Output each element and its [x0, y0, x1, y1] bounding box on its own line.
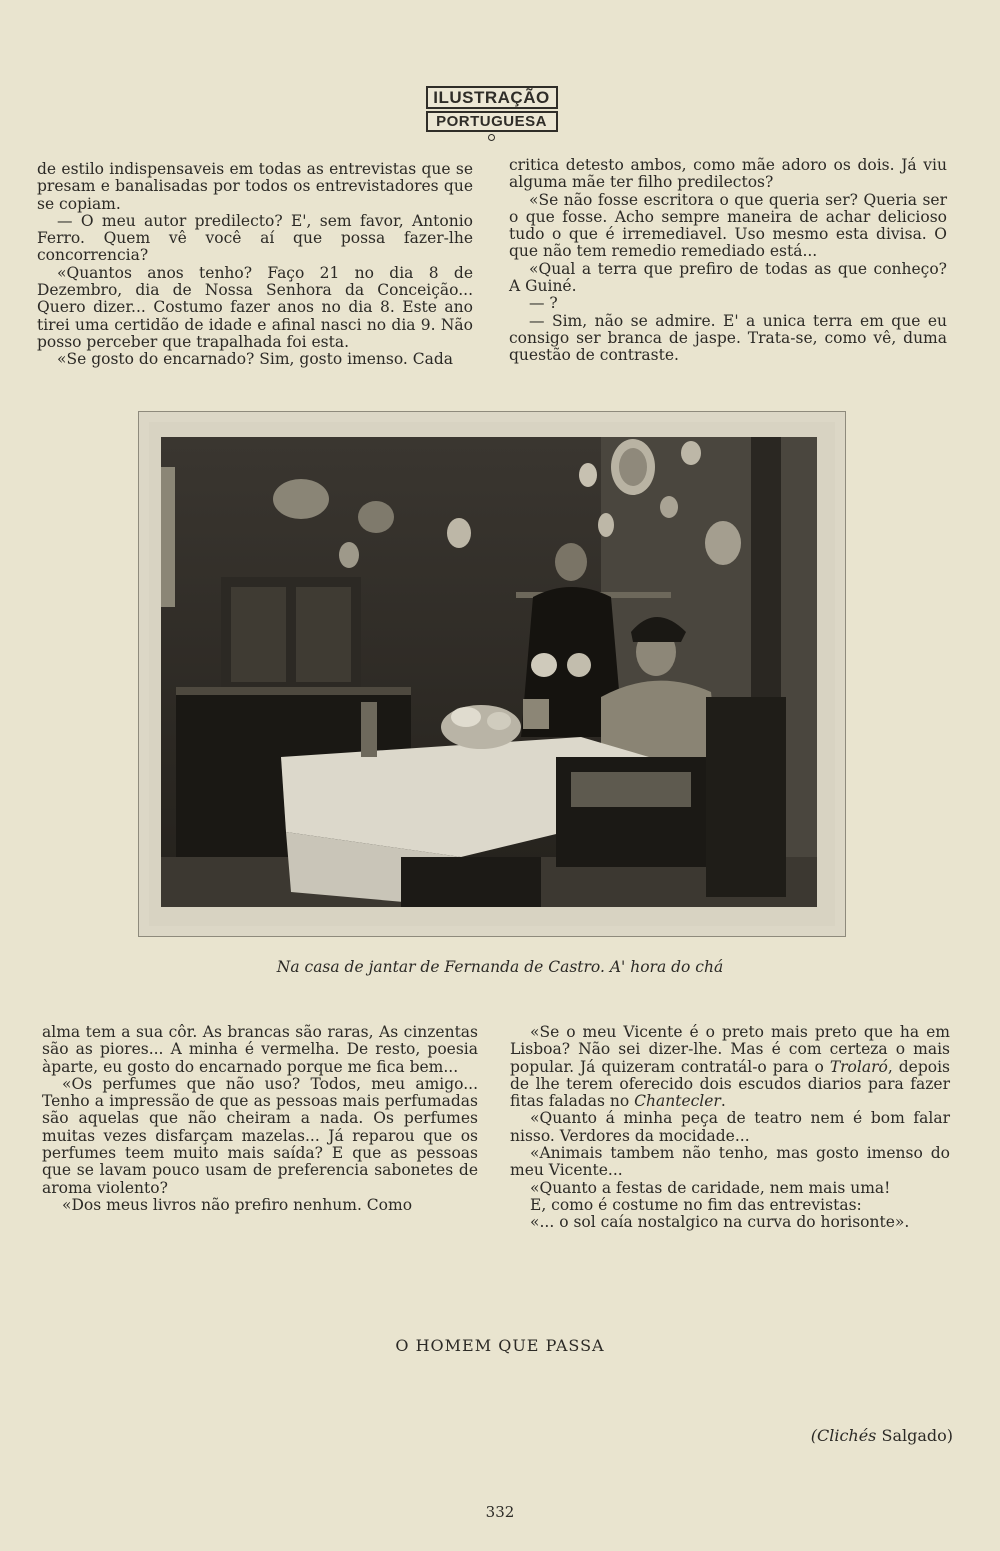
paragraph: «Se não fosse escritora o que queria ser? Queria ser o que fosse. Acho sempre maneira de achar delicioso tudo o que é irremediavel. Uso mesmo esta divisa. O que não tem remedio remediado está... [509, 190, 947, 261]
paragraph: «Se gosto do encarnado? Sim, gosto imenso. Cada [57, 350, 454, 369]
paragraph: — Sim, não se admire. E' a unica terra em que eu consigo ser branca de jaspe. Trata-se, como vê, duma questão de contraste. [509, 311, 947, 365]
paragraph: «Dos meus livros não prefiro nenhum. Como [62, 1195, 413, 1214]
text-run: . [720, 1092, 726, 1111]
paragraph: alma tem a sua côr. As brancas são raras, As cinzentas são as piores... A minha é vermelha. De resto, poesia àparte, eu gosto do encarnado porque me fica bem... [42, 1023, 478, 1076]
text-run: , depois de lhe terem oferecido dois escudos diarios para fazer fitas faladas no [510, 1057, 950, 1111]
column-bottom-right [510, 1024, 950, 1232]
masthead-ornament [488, 134, 495, 141]
paragraph: — O meu autor predilecto? E', sem favor, Antonio Ferro. Quem vê você aí que possa fazer-lhe concorrencia? [37, 211, 473, 265]
column-top-right [509, 157, 947, 365]
paragraph: «Quantos anos tenho? Faço 21 no dia 8 de Dezembro, dia de Nossa Senhora da Conceição... Quero dizer... Costumo fazer anos no dia 8. Este ano tirei uma certidão de idade e afinal nasci no dia 9. Não posso perceber que trapalhada foi esta. [37, 263, 473, 351]
masthead-logo [424, 86, 559, 134]
paragraph: «Os perfumes que não uso? Todos, meu amigo... Tenho a impressão de que as pessoas mais perfumadas são aquelas que não cheiram a nada. Os perfumes muitas vezes disfarçam mazelas... Já reparou que os perfumes teem muito mais saída? E que as pessoas que se lavam pouco usam de preferencia sabonetes de aroma violento? [42, 1074, 478, 1197]
masthead-line1: ILUSTRAÇÃO [426, 86, 558, 109]
paragraph: E, como é costume no fim das entrevistas: [530, 1195, 862, 1214]
paragraph: «Qual a terra que prefiro de todas as que conheço? A Guiné. [509, 259, 947, 296]
paragraph: — ? [529, 294, 558, 313]
paragraph-vicente [510, 1024, 950, 1110]
masthead-line2: PORTUGUESA [426, 111, 558, 132]
credit-name: Salgado) [876, 1426, 953, 1445]
italic-title-trolaro: Trolaró [829, 1057, 888, 1076]
photo-caption: Na casa de jantar de Fernanda de Castro. A' hora do chá [276, 958, 724, 976]
paragraph: de estilo indispensaveis em todas as entrevistas que se presam e banalisadas por todos os entrevistadores que se copiam. [37, 160, 473, 213]
paragraph: «Quanto á minha peça de teatro nem é bom falar nisso. Verdores da mocidade... [510, 1109, 950, 1145]
paragraph: «Quanto a festas de caridade, nem mais uma! [530, 1178, 891, 1197]
section-title: O HOMEM QUE PASSA [395, 1336, 605, 1355]
page-number: 332 [485, 1503, 515, 1521]
column-bottom-left [42, 1024, 478, 1214]
paragraph: critica detesto ambos, como mãe adoro os dois. Já viu alguma mãe ter filho predilectos? [509, 156, 947, 192]
column-top-left [37, 161, 473, 369]
credit-italic: (Clichés [810, 1426, 877, 1445]
dining-room-illustration [161, 437, 817, 907]
paragraph: «Animais tambem não tenho, mas gosto imenso do meu Vicente... [510, 1144, 950, 1180]
photo-credit [811, 1426, 953, 1445]
italic-title-chantecler: Chantecler [634, 1092, 721, 1111]
text-run: «Se o meu Vicente é o preto mais preto que ha em Lisboa? Não sei dizer-lhe. Mas é com certeza o mais popular. Já quizeram contratál-o para o [510, 1023, 950, 1076]
dining-room-photo [161, 437, 817, 907]
paragraph: «... o sol caía nostalgico na curva do horisonte». [530, 1213, 910, 1232]
